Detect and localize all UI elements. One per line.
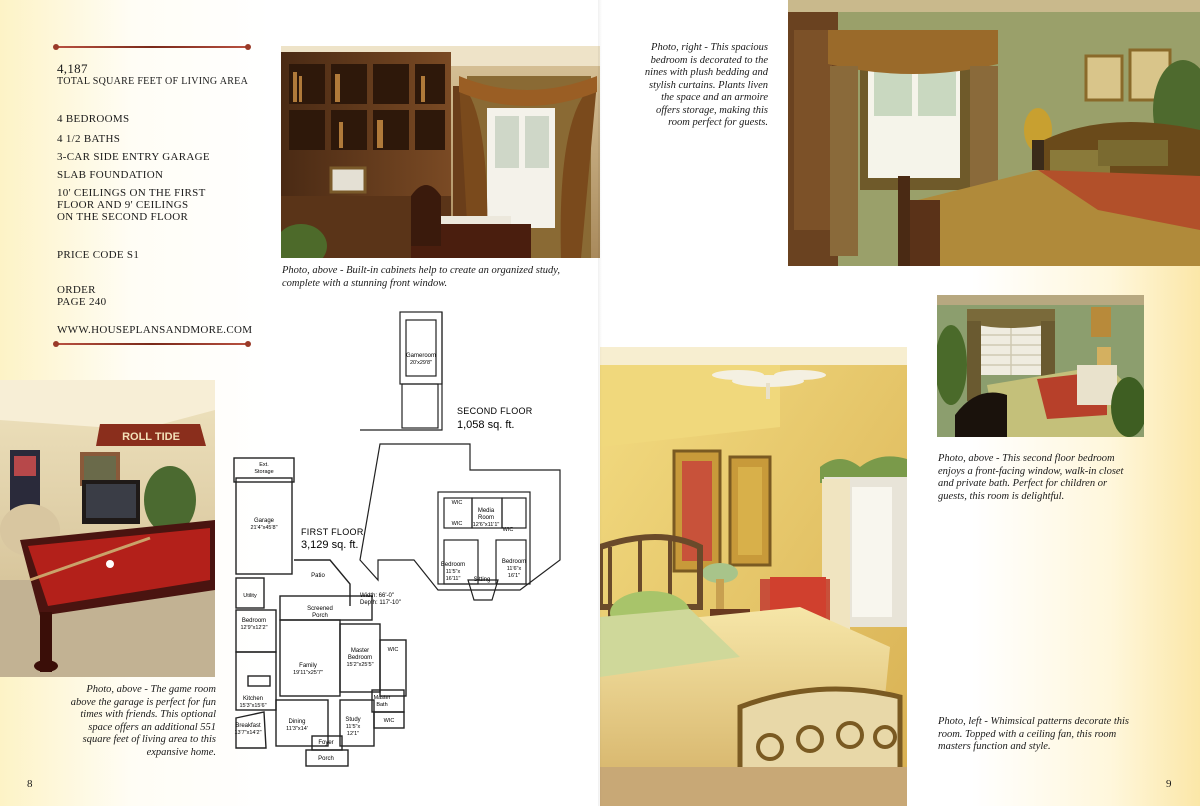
bedrooms-spec: 4 BEDROOMS <box>57 113 130 125</box>
media-room-label-2: Room <box>477 515 495 521</box>
game-room-caption: Photo, above - The game room above the garage is perfect for fun times with friends. This optional space offers an additional 551 square feet of living area to this expansive home. <box>70 684 216 758</box>
sqft-label: TOTAL SQUARE FEET OF LIVING AREA <box>57 76 249 87</box>
first-floor-label: First Floor <box>301 527 364 537</box>
study-dim-2: 12'1" <box>346 731 360 737</box>
first-floor-sqft: 3,129 sq. ft. <box>301 539 359 551</box>
wic-label-2c: WIC <box>502 527 514 533</box>
ceilings-spec-line3: ON THE SECOND FLOOR <box>57 211 189 223</box>
ext-storage-label-2: Storage <box>254 469 274 475</box>
wic-label-bath: WIC <box>383 718 395 724</box>
study-label: Study <box>345 717 361 723</box>
study-dim-1: 11'5"x <box>345 724 361 730</box>
ceilings-spec-line2: FLOOR AND 9' CEILINGS <box>57 199 189 211</box>
gameroom-label: Gameroom <box>405 353 437 359</box>
depth-dim: Depth: 117'-10" <box>360 600 401 606</box>
breakfast-dim: 13'7"x14'2" <box>234 730 262 736</box>
roll-tide-sign: ROLL TIDE <box>122 431 180 443</box>
second-floor-label: Second Floor <box>457 406 533 416</box>
website-link[interactable]: WWW.HOUSEPLANSANDMORE.COM <box>57 324 253 336</box>
second-floor-walls <box>360 312 560 600</box>
garage-dim: 21'4"x45'8" <box>250 525 278 531</box>
binding-spine <box>598 0 602 806</box>
sitting-label: Sitting <box>473 577 491 583</box>
foyer-label: Foyer <box>318 740 334 746</box>
master-bedroom-dim: 15'2"x25'5" <box>346 662 374 668</box>
guest-bedroom-photo <box>788 0 1200 266</box>
bedroom-left-label: Bedroom <box>440 562 466 568</box>
guest-bedroom-caption: Photo, right - This spacious bedroom is decorated to the nines with plush bedding and stylish curtains. Plants liven the space and an armoire offers storage, making this room perfect for guests. <box>644 42 768 128</box>
media-room-label-1: Media <box>477 508 495 514</box>
left-page-number: 8 <box>27 778 33 790</box>
sqft-value: 4,187 <box>57 61 88 76</box>
patio-label: Patio <box>311 573 325 579</box>
ext-storage-label-1: Ext. <box>259 462 269 468</box>
master-bath-label-2: Bath <box>376 702 388 708</box>
second-floor-sqft: 1,058 sq. ft. <box>457 419 515 431</box>
ceilings-spec-line1: 10' CEILINGS ON THE FIRST <box>57 187 206 199</box>
order-label: ORDER <box>57 284 96 296</box>
garage-label: Garage <box>253 518 275 524</box>
wic-label-2b: WIC <box>451 521 463 527</box>
master-bedroom-label-1: Master <box>350 648 370 654</box>
family-dim: 19'11"x25'7" <box>293 670 323 676</box>
dining-label: Dining <box>288 719 306 725</box>
bedroom-right-label: Bedroom <box>501 559 527 565</box>
media-room-dim: 12'6"x11'1" <box>472 522 500 528</box>
guest-bedroom-photo-art <box>788 0 1200 266</box>
garage-spec: 3-CAR SIDE ENTRY GARAGE <box>57 151 210 163</box>
dining-dim: 11'3"x14' <box>286 726 308 732</box>
second-floor-bedroom-photo <box>937 295 1144 437</box>
master-bedroom-label-2: Bedroom <box>347 655 373 661</box>
price-code: PRICE CODE S1 <box>57 249 140 261</box>
kitchen-dim: 15'3"x15'6" <box>239 703 267 709</box>
bedroom-right-dim-2: 16'1" <box>507 573 521 579</box>
wic-label-2a: WIC <box>451 500 463 506</box>
bedroom-left-dim-1: 11'5"x <box>445 569 461 575</box>
foundation-spec: SLAB FOUNDATION <box>57 169 164 181</box>
family-label: Family <box>299 663 317 669</box>
right-page <box>600 0 1200 806</box>
order-page: PAGE 240 <box>57 296 107 308</box>
whimsical-bedroom-photo <box>600 347 907 806</box>
baths-spec: 4 1/2 BATHS <box>57 133 121 145</box>
study-caption: Photo, above - Built-in cabinets help to create an organized study, complete with a stunning front window. <box>282 265 561 289</box>
wic-label-first: WIC <box>387 647 399 653</box>
master-bath-label-1: Master <box>373 695 391 701</box>
width-dim: Width: 66'-0" <box>360 593 394 599</box>
kitchen-label: Kitchen <box>242 696 264 702</box>
screened-porch-label-2: Porch <box>312 613 328 619</box>
breakfast-label: Breakfast <box>235 723 261 729</box>
whimsical-caption: Photo, left - Whimsical patterns decorate this room. Topped with a ceiling fan, this room masters function and style. <box>938 716 1130 752</box>
screened-porch-label-1: Screened <box>307 606 333 612</box>
first-floor-walls <box>234 458 406 766</box>
bedroom-first-dim: 12'9"x12'2" <box>240 625 268 631</box>
second-floor-bedroom-caption: Photo, above - This second floor bedroom enjoys a front-facing window, walk-in closet and private bath. Perfect for children or guests, this room is delightful. <box>938 453 1124 502</box>
bedroom-right-dim-1: 11'6"x <box>506 566 522 572</box>
bedroom-left-dim-2: 16'11" <box>445 576 461 582</box>
bedroom-first-label: Bedroom <box>241 618 267 624</box>
porch-label: Porch <box>318 756 334 762</box>
whimsical-bedroom-photo-art <box>600 347 907 806</box>
utility-label: Utility <box>243 593 257 599</box>
gameroom-dim: 20'x29'8" <box>409 360 433 366</box>
second-floor-bedroom-photo-art <box>937 295 1144 437</box>
right-page-number: 9 <box>1166 778 1172 790</box>
